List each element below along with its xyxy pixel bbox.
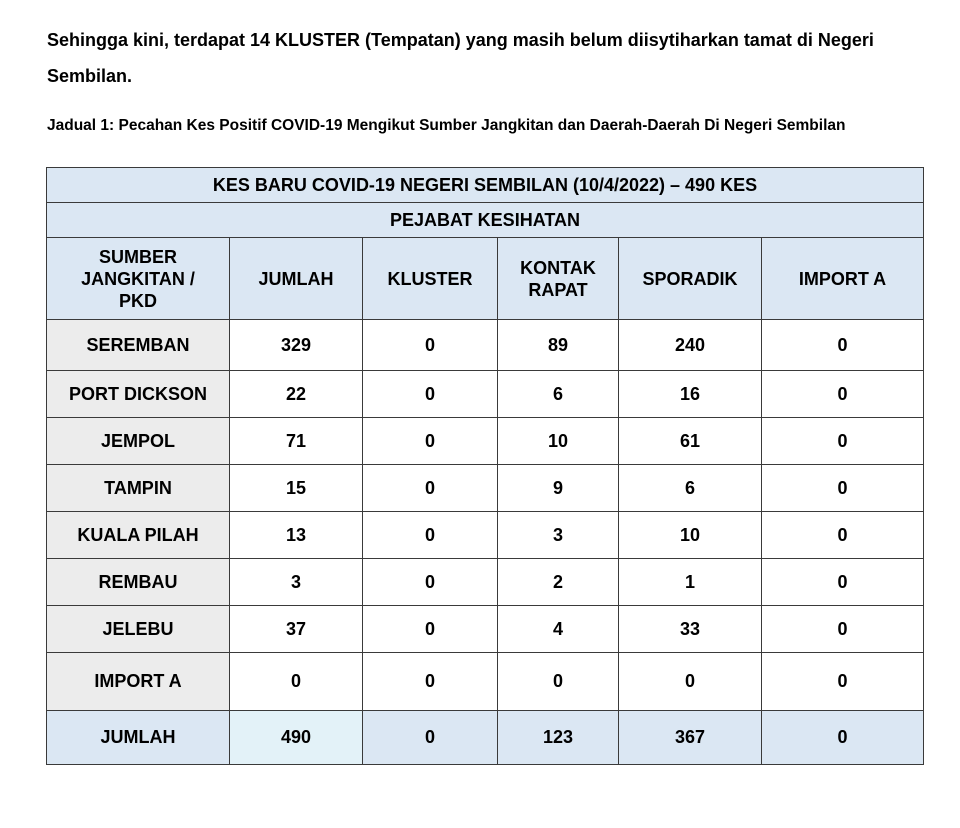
- sporadik-cell: 0: [619, 653, 762, 711]
- region-cell: PORT DICKSON: [47, 371, 230, 418]
- kluster-cell: 0: [363, 320, 498, 371]
- jumlah-cell: 37: [230, 606, 363, 653]
- jumlah-cell: 13: [230, 512, 363, 559]
- kluster-cell: 0: [363, 512, 498, 559]
- column-header-source: SUMBER JANGKITAN / PKD: [47, 238, 230, 320]
- kluster-cell: 0: [363, 559, 498, 606]
- total-sporadik-cell: 367: [619, 711, 762, 765]
- import-a-cell: 0: [762, 512, 924, 559]
- table-row: [47, 465, 924, 512]
- jumlah-cell: 0: [230, 653, 363, 711]
- table-row: [47, 559, 924, 606]
- sporadik-cell: 61: [619, 418, 762, 465]
- jumlah-cell: 71: [230, 418, 363, 465]
- cases-table: [46, 167, 924, 765]
- table-header-row: [47, 238, 924, 320]
- intro-paragraph: Sehingga kini, terdapat 14 KLUSTER (Tempatan) yang masih belum diisytiharkan tamat di Negeri Sembilan.: [47, 30, 874, 86]
- region-cell: TAMPIN: [47, 465, 230, 512]
- table-title-row: [47, 168, 924, 203]
- kontak-rapat-cell: 3: [498, 512, 619, 559]
- region-cell: SEREMBAN: [47, 320, 230, 371]
- jumlah-cell: 329: [230, 320, 363, 371]
- sporadik-cell: 6: [619, 465, 762, 512]
- column-header-sporadik: SPORADIK: [619, 238, 762, 320]
- sporadik-cell: 240: [619, 320, 762, 371]
- import-a-cell: 0: [762, 606, 924, 653]
- import-a-cell: 0: [762, 418, 924, 465]
- kluster-cell: 0: [363, 418, 498, 465]
- column-header-kontak-rapat: KONTAK RAPAT: [498, 238, 619, 320]
- table-total-row: [47, 711, 924, 765]
- table-row: [47, 320, 924, 371]
- region-cell: KUALA PILAH: [47, 512, 230, 559]
- import-a-cell: 0: [762, 371, 924, 418]
- kontak-rapat-cell: 2: [498, 559, 619, 606]
- column-header-import-a: IMPORT A: [762, 238, 924, 320]
- region-cell: JEMPOL: [47, 418, 230, 465]
- jumlah-cell: 15: [230, 465, 363, 512]
- kontak-rapat-cell: 10: [498, 418, 619, 465]
- table-caption: Jadual 1: Pecahan Kes Positif COVID-19 Mengikut Sumber Jangkitan dan Daerah-Daerah Di Negeri Sembilan: [47, 117, 846, 134]
- kluster-cell: 0: [363, 653, 498, 711]
- sporadik-cell: 10: [619, 512, 762, 559]
- sporadik-cell: 33: [619, 606, 762, 653]
- total-jumlah-cell: 490: [230, 711, 363, 765]
- table-subtitle-row: [47, 203, 924, 238]
- kluster-cell: 0: [363, 465, 498, 512]
- table-row: [47, 418, 924, 465]
- kontak-rapat-cell: 0: [498, 653, 619, 711]
- table-subtitle: PEJABAT KESIHATAN: [47, 203, 924, 238]
- table-row: [47, 653, 924, 711]
- import-a-cell: 0: [762, 465, 924, 512]
- region-cell: REMBAU: [47, 559, 230, 606]
- total-kontak-rapat-cell: 123: [498, 711, 619, 765]
- kontak-rapat-cell: 6: [498, 371, 619, 418]
- table-title: KES BARU COVID-19 NEGERI SEMBILAN (10/4/2022) – 490 KES: [47, 168, 924, 203]
- table-row: [47, 606, 924, 653]
- total-import-a-cell: 0: [762, 711, 924, 765]
- jumlah-cell: 3: [230, 559, 363, 606]
- kontak-rapat-cell: 9: [498, 465, 619, 512]
- jumlah-cell: 22: [230, 371, 363, 418]
- kontak-rapat-cell: 89: [498, 320, 619, 371]
- column-header-jumlah: JUMLAH: [230, 238, 363, 320]
- column-header-kluster: KLUSTER: [363, 238, 498, 320]
- region-cell: IMPORT A: [47, 653, 230, 711]
- kluster-cell: 0: [363, 606, 498, 653]
- table-row: [47, 512, 924, 559]
- table-row: [47, 371, 924, 418]
- import-a-cell: 0: [762, 559, 924, 606]
- import-a-cell: 0: [762, 320, 924, 371]
- kluster-cell: 0: [363, 371, 498, 418]
- import-a-cell: 0: [762, 653, 924, 711]
- kontak-rapat-cell: 4: [498, 606, 619, 653]
- sporadik-cell: 1: [619, 559, 762, 606]
- total-kluster-cell: 0: [363, 711, 498, 765]
- total-label-cell: JUMLAH: [47, 711, 230, 765]
- region-cell: JELEBU: [47, 606, 230, 653]
- sporadik-cell: 16: [619, 371, 762, 418]
